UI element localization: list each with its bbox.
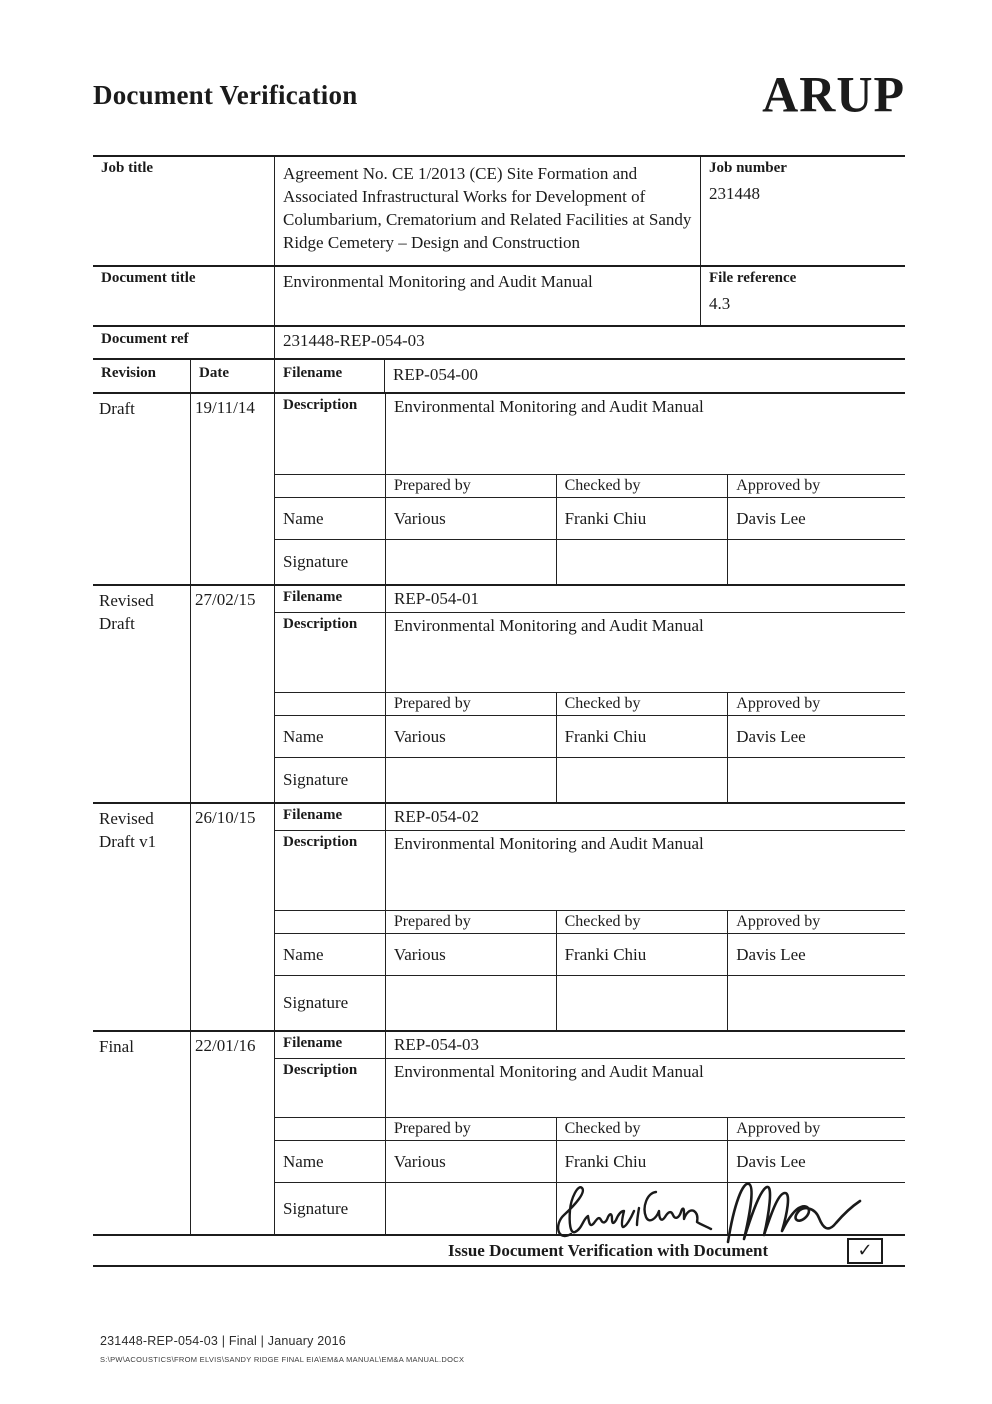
by-header-row	[275, 474, 905, 497]
job-title-value: Agreement No. CE 1/2013 (CE) Site Formation and Associated Infrastructural Works for Development of Columbarium, Crematorium and Related Facilities at Sandy Ridge Cemetery – Design and Construction	[274, 157, 700, 265]
filename-label: Filename	[283, 589, 343, 605]
checked-signature-cell	[556, 758, 728, 802]
filename-value: REP-054-00	[384, 360, 905, 392]
revision-value: Draft	[99, 399, 135, 418]
checked-by-label: Checked by	[556, 1118, 728, 1140]
approved-name: Davis Lee	[727, 716, 905, 757]
name-row	[275, 715, 905, 757]
revision-value: Revised Draft v1	[99, 809, 157, 851]
filename-label: Filename	[283, 807, 343, 823]
description-value: Environmental Monitoring and Audit Manual	[385, 1059, 905, 1117]
description-row	[275, 1058, 905, 1117]
filename-value: REP-054-02	[385, 804, 905, 830]
approved-name: Davis Lee	[727, 498, 905, 539]
issue-statement: Issue Document Verification with Document	[448, 1240, 769, 1260]
page-footer	[100, 1334, 464, 1364]
revision-column-header: Revision	[101, 365, 157, 381]
name-row	[275, 933, 905, 975]
filename-row	[275, 804, 905, 830]
checked-signature-cell	[556, 540, 728, 584]
prepared-by-label: Prepared by	[385, 1118, 556, 1140]
by-header-row	[275, 692, 905, 715]
date-value: 19/11/14	[190, 394, 274, 584]
approved-by-label: Approved by	[727, 1118, 905, 1140]
signature-label: Signature	[283, 552, 349, 571]
checked-signature-cell	[556, 1183, 728, 1234]
description-row	[275, 394, 905, 474]
job-title-label: Job title	[101, 160, 154, 176]
filename-row	[275, 586, 905, 612]
document-title-value: Environmental Monitoring and Audit Manual	[274, 267, 700, 325]
description-value: Environmental Monitoring and Audit Manual	[385, 613, 905, 692]
filename-row	[275, 1032, 905, 1058]
checked-name: Franki Chiu	[556, 498, 728, 539]
description-value: Environmental Monitoring and Audit Manual	[385, 394, 905, 474]
checked-signature-cell	[556, 976, 728, 1030]
checked-by-label: Checked by	[556, 911, 728, 933]
description-row	[275, 830, 905, 910]
approved-name: Davis Lee	[727, 934, 905, 975]
prepared-name: Various	[385, 934, 556, 975]
name-label: Name	[283, 726, 324, 746]
file-reference-label: File reference	[709, 270, 797, 286]
job-number-value: 231448	[709, 184, 760, 203]
revision-header-row	[93, 358, 905, 392]
prepared-signature-cell	[385, 1183, 556, 1234]
page-title: Document Verification	[93, 80, 358, 110]
page-header	[93, 65, 905, 123]
revision-value: Revised Draft	[99, 591, 154, 633]
checked-name: Franki Chiu	[556, 934, 728, 975]
file-reference-value: 4.3	[709, 294, 731, 313]
document-ref-value: 231448-REP-054-03	[274, 327, 905, 358]
description-value: Environmental Monitoring and Audit Manual	[385, 831, 905, 910]
date-value: 22/01/16	[190, 1032, 274, 1234]
empty-cell	[275, 1118, 385, 1140]
empty-cell	[275, 475, 385, 497]
filename-label: Filename	[274, 360, 384, 392]
checked-name: Franki Chiu	[556, 1141, 728, 1182]
approved-by-label: Approved by	[727, 911, 905, 933]
footer-file-path: S:\PW\ACOUSTICS\FROM ELVIS\SANDY RIDGE FINAL EIA\EM&A MANUAL\EM&A MANUAL.DOCX	[100, 1355, 465, 1364]
footer-document-ref: 231448-REP-054-03 | Final | January 2016	[100, 1334, 346, 1348]
prepared-name: Various	[385, 1141, 556, 1182]
document-ref-label: Document ref	[101, 331, 189, 347]
document-title-row	[93, 265, 905, 325]
approved-by-label: Approved by	[727, 693, 905, 715]
date-value: 27/02/15	[190, 586, 274, 802]
prepared-by-label: Prepared by	[385, 693, 556, 715]
signature-row	[275, 1182, 905, 1234]
approved-signature-cell	[727, 540, 905, 584]
name-label: Name	[283, 944, 324, 964]
name-label: Name	[283, 508, 324, 528]
checked-by-label: Checked by	[556, 475, 728, 497]
approved-signature-cell	[727, 1183, 905, 1234]
job-number-label: Job number	[709, 160, 787, 176]
file-reference-cell	[700, 267, 905, 325]
description-label: Description	[283, 834, 358, 850]
signature-label: Signature	[283, 993, 349, 1012]
arup-logo: ARUP	[762, 65, 905, 123]
date-value: 26/10/15	[190, 804, 274, 1030]
filename-value: REP-054-03	[385, 1032, 905, 1058]
signature-row	[275, 757, 905, 802]
prepared-signature-cell	[385, 540, 556, 584]
approved-name: Davis Lee	[727, 1141, 905, 1182]
signature-row	[275, 975, 905, 1030]
signature-row	[275, 539, 905, 584]
approved-by-label: Approved by	[727, 475, 905, 497]
prepared-signature-cell	[385, 758, 556, 802]
prepared-by-label: Prepared by	[385, 911, 556, 933]
description-row	[275, 612, 905, 692]
revision-block-revised-draft-v1	[93, 802, 905, 1030]
document-title-label: Document title	[101, 270, 196, 286]
verification-table	[93, 155, 905, 1267]
davis-lee-signature	[720, 1176, 880, 1252]
job-title-row	[93, 157, 905, 265]
revision-block-draft	[93, 392, 905, 584]
date-column-header: Date	[190, 360, 274, 392]
description-label: Description	[283, 397, 358, 413]
revision-block-revised-draft	[93, 584, 905, 802]
signature-label: Signature	[283, 770, 349, 789]
checked-name: Franki Chiu	[556, 716, 728, 757]
prepared-signature-cell	[385, 976, 556, 1030]
filename-label: Filename	[283, 1035, 343, 1051]
name-label: Name	[283, 1151, 324, 1171]
checked-by-label: Checked by	[556, 693, 728, 715]
checkmark-icon: ✓	[857, 1240, 873, 1261]
empty-cell	[275, 693, 385, 715]
job-number-cell	[700, 157, 905, 265]
by-header-row	[275, 910, 905, 933]
description-label: Description	[283, 616, 358, 632]
empty-cell	[275, 911, 385, 933]
name-row	[275, 497, 905, 539]
filename-value: REP-054-01	[385, 586, 905, 612]
revision-value: Final	[99, 1037, 134, 1056]
by-header-row	[275, 1117, 905, 1140]
prepared-by-label: Prepared by	[385, 475, 556, 497]
revision-block-final	[93, 1030, 905, 1234]
prepared-name: Various	[385, 716, 556, 757]
signature-label: Signature	[283, 1198, 349, 1218]
document-ref-row	[93, 325, 905, 358]
approved-signature-cell	[727, 758, 905, 802]
description-label: Description	[283, 1062, 358, 1078]
prepared-name: Various	[385, 498, 556, 539]
approved-signature-cell	[727, 976, 905, 1030]
